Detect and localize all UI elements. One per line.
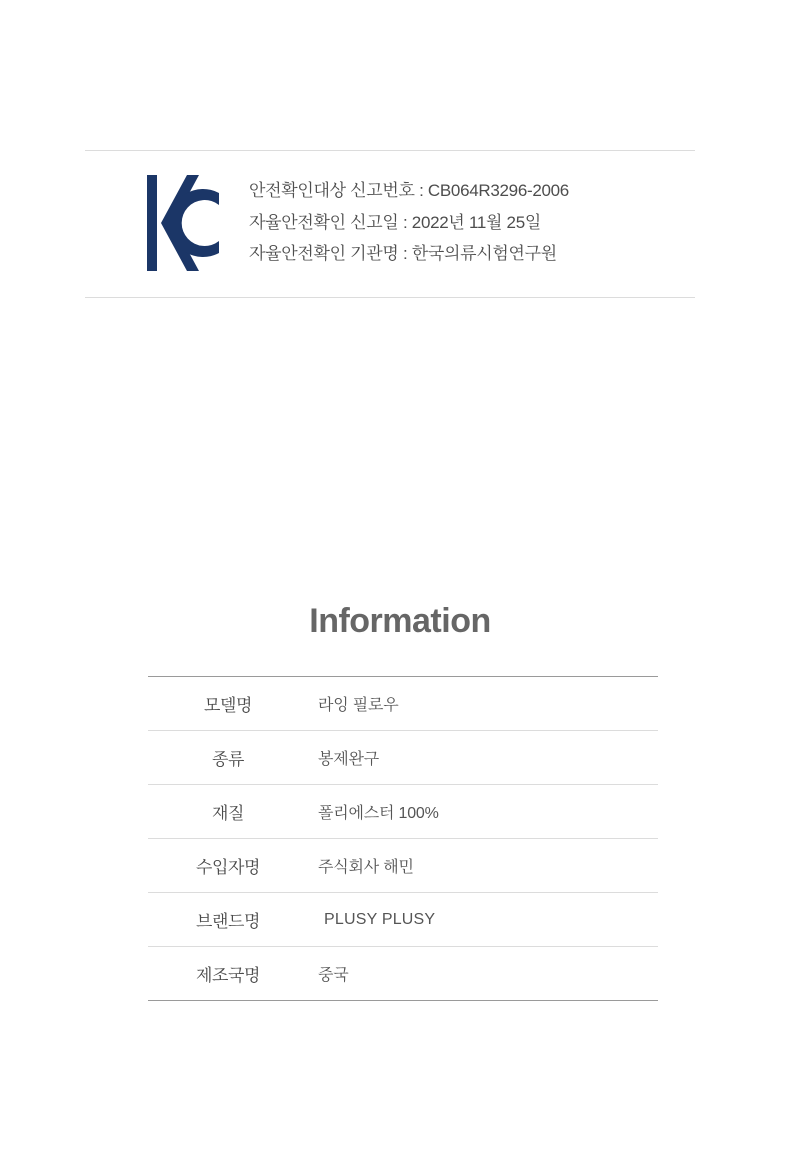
- row-value-importer: 주식회사 해민: [318, 859, 414, 876]
- information-heading: Information: [309, 602, 491, 640]
- row-value-brand: PLUSY PLUSY: [324, 910, 436, 928]
- table-row: [148, 893, 658, 947]
- kc-line-report-number: 안전확인대상 신고번호 : CB064R3296-2006: [249, 181, 569, 201]
- table-row: [148, 731, 658, 785]
- row-label-model: 모델명: [203, 696, 253, 715]
- table-row: [148, 839, 658, 893]
- row-value-country: 중국: [318, 967, 349, 984]
- row-label-material: 재질: [211, 804, 245, 823]
- kc-text-lines: [249, 179, 569, 267]
- table-row: [148, 677, 658, 731]
- kc-line-report-date: 자율안전확인 신고일 : 2022년 11월 25일: [249, 212, 541, 232]
- kc-mark-icon: [147, 175, 219, 271]
- row-label-country: 제조국명: [195, 966, 261, 985]
- row-value-material: 폴리에스터 100%: [318, 805, 439, 822]
- information-table: [148, 676, 658, 1001]
- kc-certification-section: [85, 150, 695, 298]
- row-label-type: 종류: [211, 750, 245, 769]
- kc-line-agency: 자율안전확인 기관명 : 한국의류시험연구원: [249, 244, 557, 264]
- table-row: [148, 785, 658, 839]
- row-value-model: 라잉 필로우: [318, 697, 399, 714]
- row-label-brand: 브랜드명: [195, 912, 261, 931]
- table-row: [148, 947, 658, 1001]
- row-value-type: 봉제완구: [318, 751, 380, 768]
- row-label-importer: 수입자명: [195, 858, 261, 877]
